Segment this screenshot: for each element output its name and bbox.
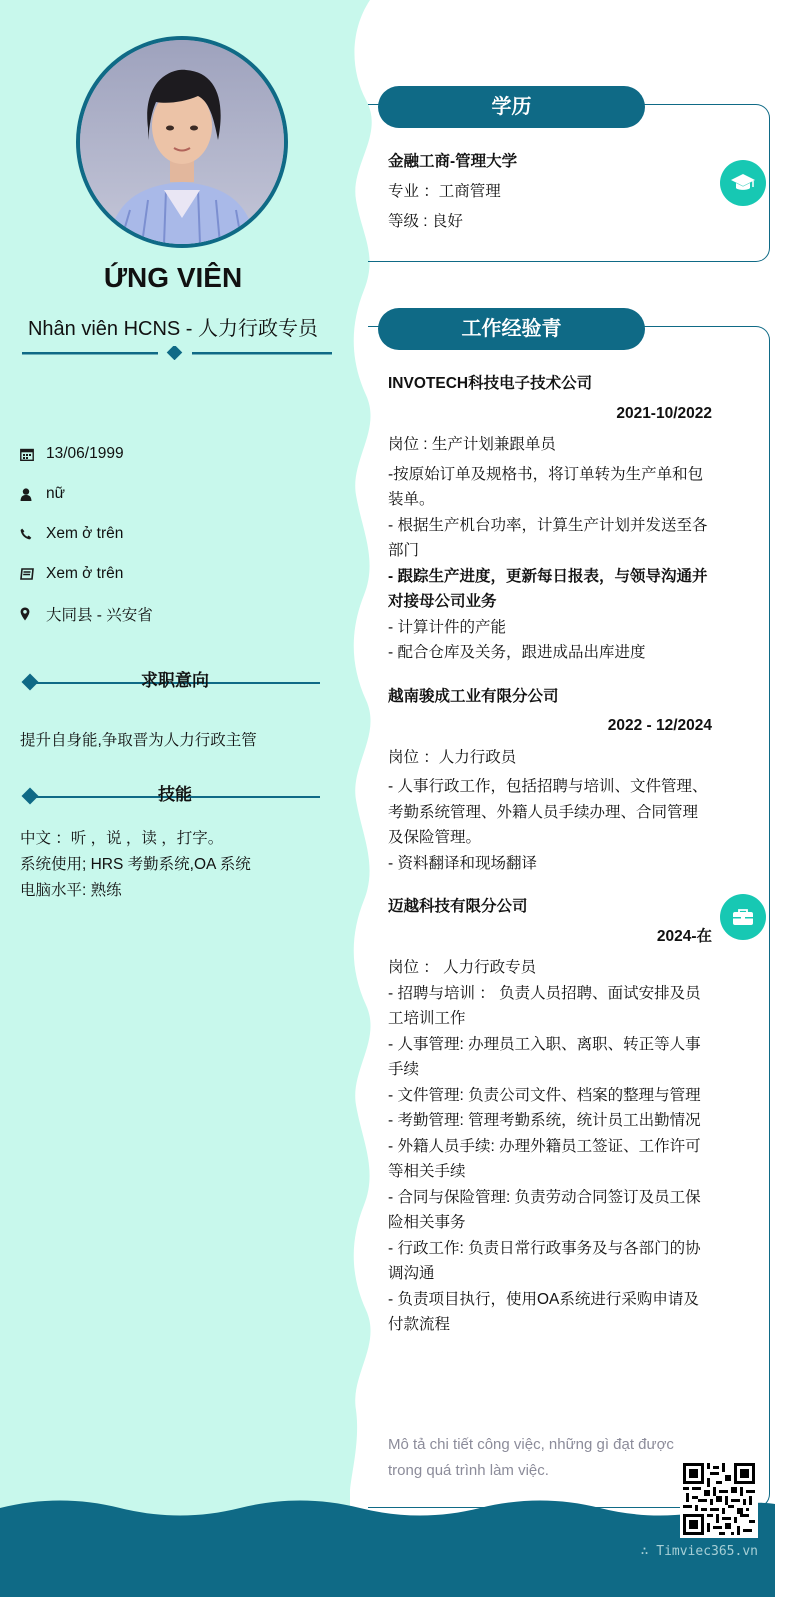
info-birthdate	[20, 434, 340, 474]
job-period: 2021-10/2022	[616, 404, 712, 422]
job-duty: - 外籍人员手续: 办理外籍员工签证、工作许可等相关手续	[388, 1137, 701, 1180]
name-divider	[22, 346, 332, 360]
phone-icon	[20, 528, 46, 540]
location-icon	[20, 607, 46, 621]
job-duty: - 人事行政工作，包括招聘与培训、文件管理、考勤系统管理、外籍人员手续办理、合同管理及保险管理。	[388, 778, 708, 846]
user-icon	[20, 488, 46, 501]
info-email	[20, 554, 340, 594]
job-duty: - 配合仓库及关务，跟进成品出库进度	[388, 644, 646, 661]
skills-list	[20, 826, 251, 904]
info-value[interactable]: Xem ở trên	[46, 525, 124, 542]
experience-title: 工作经验青	[378, 308, 645, 350]
job-duty: - 资料翻译和现场翻译	[388, 854, 537, 872]
objective-heading	[20, 668, 320, 696]
job-duty: - 人事管理: 办理员工入职、离职、转正等人事手续	[388, 1035, 701, 1078]
job-duty: - 负责项目执行，使用OA系统进行采购申请及付款流程	[388, 1290, 699, 1333]
candidate-name: ỨNG VIÊN	[103, 262, 243, 293]
info-value: 大同县 - 兴安省	[46, 607, 153, 624]
job-period: 2024-在	[656, 927, 712, 945]
job-period: 2022 - 12/2024	[607, 717, 712, 734]
job-item	[388, 894, 712, 1338]
education-major: 专业 ：工商管理	[388, 182, 501, 200]
info-value[interactable]: Xem ở trên	[46, 565, 124, 582]
info-phone	[20, 514, 340, 554]
job-duty: - 计算计件的产能	[388, 618, 506, 636]
avatar	[76, 36, 288, 248]
education-title: 学历	[378, 86, 645, 128]
job-duty: - 招聘与培训 ： 负责人员招聘、面试安排及员工培训工作	[388, 984, 701, 1027]
job-duty: - 合同与保险管理: 负责劳动合同签订及员工保险相关事务	[388, 1188, 701, 1231]
job-role: 岗位 ：人力行政员	[388, 748, 517, 766]
skill-line: 系统使用; HRS 考勤系统,OA 系统	[20, 856, 251, 873]
objective-title: 求职意向	[141, 671, 209, 690]
education-grade: 等级 : 良好	[388, 213, 463, 230]
objective-text: 提升自身能,争取晋为人力行政主管	[20, 732, 257, 749]
skill-line: 中文 ：听 ，说 ，读 ，打字。	[20, 830, 224, 847]
skills-heading	[20, 782, 320, 810]
job-role: 岗位 : 生产计划兼跟单员	[388, 436, 556, 453]
job-duty: - 文件管理: 负责公司文件、档案的整理与管理	[388, 1086, 701, 1104]
education-content	[388, 149, 712, 235]
calendar-icon	[20, 448, 46, 461]
skill-line: 电脑水平: 熟练	[20, 882, 122, 899]
experience-list	[388, 371, 712, 1356]
job-item	[388, 371, 712, 666]
job-item	[388, 684, 712, 877]
job-company: 越南骏成工业有限分公司	[388, 687, 559, 705]
personal-info-list	[20, 434, 340, 634]
brand-watermark: ∴ Timviec365.vn	[640, 1544, 758, 1559]
job-company: 迈越科技有限分公司	[388, 898, 528, 915]
skills-title: 技能	[158, 785, 192, 804]
qr-code[interactable]	[680, 1460, 758, 1538]
job-role: 岗位 ： 人力行政专员	[388, 959, 537, 976]
info-value: 13/06/1999	[46, 445, 124, 462]
candidate-position: Nhân viên HCNS - 人力行政专员	[27, 318, 319, 340]
briefcase-icon	[720, 894, 766, 940]
job-duty: - 根据生产机台功率，计算生产计划并发送至各部门	[388, 516, 708, 559]
info-gender	[20, 474, 340, 514]
graduation-cap-icon	[720, 160, 766, 206]
job-duty: -按原始订单及规格书，将订单转为生产单和包装单。	[388, 465, 704, 508]
experience-note: Mô tả chi tiết công việc, những gì đạt được trong quá trình làm việc.	[388, 1436, 674, 1479]
education-school: 金融工商-管理大学	[388, 153, 518, 170]
email-icon	[20, 568, 46, 580]
job-duty: - 跟踪生产进度，更新每日报表，与领导沟通并对接母公司业务	[388, 567, 708, 610]
job-duty: - 行政工作: 负责日常行政事务及与各部门的协调沟通	[388, 1239, 701, 1282]
job-duty: - 考勤管理: 管理考勤系统，统计员工出勤情况	[388, 1112, 701, 1129]
info-address	[20, 594, 340, 634]
job-company: INVOTECH科技电子技术公司	[388, 375, 593, 392]
info-value: nữ	[46, 485, 65, 502]
